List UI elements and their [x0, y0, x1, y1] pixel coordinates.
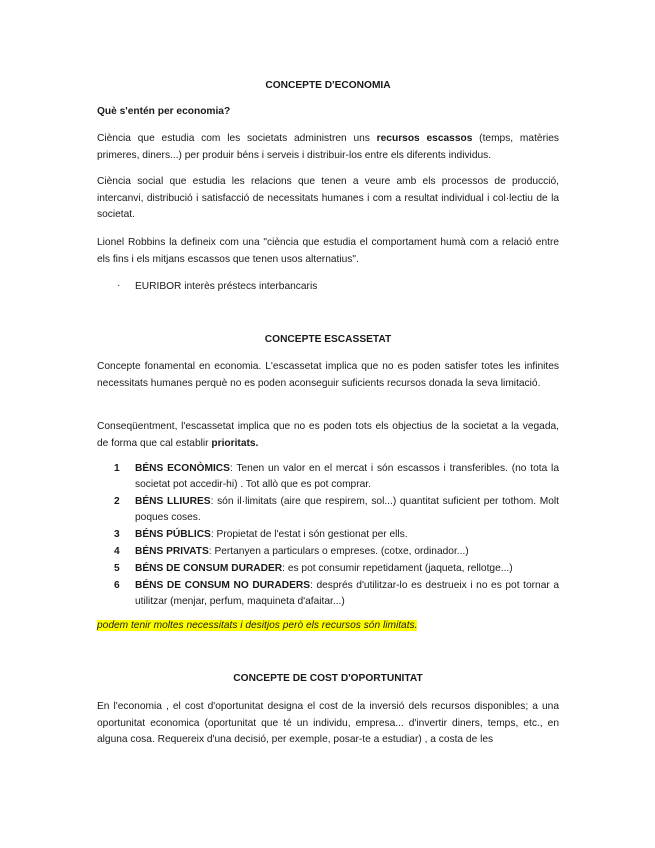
bold-term: recursos escassos [376, 133, 473, 144]
section-title-escassetat: CONCEPTE ESCASSETAT [264, 334, 392, 345]
list-number: 4 [114, 545, 120, 557]
paragraph-economia-3: Lionel Robbins la defineix com una "ciència que estudia el comportament humà com a relació entre els fins i els mitjans escassos que tenen usos alternatius". [97, 237, 559, 265]
paragraph-text: Ciència que estudia com les societats administren uns [97, 133, 377, 144]
paragraph-text: (temps, matèries primeres, diners...) per produir béns i serveis i distribuir-los entre els diferents individus. [97, 133, 559, 161]
question-economia: Què s'entén per economia? [97, 106, 231, 117]
bullet-mark: · [117, 280, 121, 291]
list-label: BÉNS LLIURES [135, 496, 211, 508]
list-number: 3 [114, 529, 120, 541]
bullet-text: EURIBOR interès préstecs interbancaris [135, 281, 318, 292]
list-text: : són il·limitats (aire que respirem, sol...) quantitat suficient per tothom. Molt poques coses. [135, 496, 559, 524]
list-text: : es pot consumir repetidament (jaqueta, rellotge...) [282, 562, 513, 574]
list-number: 1 [114, 463, 120, 474]
list-label: BÉNS PRIVATS [135, 545, 209, 557]
goods-list [97, 461, 559, 611]
section-title-oportunitat: CONCEPTE DE COST D'OPORTUNITAT [233, 673, 423, 684]
list-label: BÉNS PÚBLICS [135, 529, 211, 541]
list-text: : Propietat de l'estat i són gestionat per ells. [210, 529, 408, 541]
list-text: : després d'utilitzar-lo es destrueix i no es pot tornar a utilitzar (menjar, perfum, maquineta d'afaitar...) [135, 579, 559, 607]
list-item [97, 578, 559, 611]
list-number: 5 [114, 562, 120, 574]
section-title-economia: CONCEPTE D'ECONOMIA [265, 80, 391, 91]
paragraph-oportunitat-1: En l'economia , el cost d'oportunitat designa el cost de la inversió dels recursos disponibles; a una oportunitat economica (oportunitat que té un individu, empresa... d'invertir diners, temps, etc., en alguna cosa. Requereix d'una decisió, per exemple, posar-te a estudiar) , a costa de les [97, 701, 559, 745]
list-text: : Pertanyen a particulars o empreses. (cotxe, ordinador...) [208, 545, 469, 557]
list-item [97, 561, 559, 577]
paragraph-escassetat-1: Concepte fonamental en economia. L'escassetat implica que no es poden satisfer totes les infinites necessitats humanes perquè no es poden aconseguir suficients recursos donada la seva limitació. [97, 361, 559, 389]
list-item [97, 544, 559, 560]
list-text: : Tenen un valor en el mercat i són escassos i transferibles. (no tota la societat pot accedir-hi) . Tot allò que es pot comprar. [135, 463, 559, 491]
paragraph-text: Conseqüentment, l'escassetat implica que no es poden tots els objectius de la societat a la vegada, de forma que cal establir [97, 421, 559, 449]
list-item [97, 461, 559, 494]
highlighted-note: podem tenir moltes necessitats i desitjos però els recursos són limitats. [97, 620, 418, 631]
list-label: BÉNS ECONÒMICS [135, 463, 230, 474]
bold-term: prioritats. [211, 437, 259, 449]
highlight-line [97, 618, 559, 635]
list-item [97, 494, 559, 527]
paragraph-escassetat-2 [97, 419, 559, 452]
list-number: 2 [114, 496, 120, 508]
paragraph-economia-2: Ciència social que estudia les relacions que tenen a veure amb els processos de producció, intercanvi, distribució i satisfacció de necessitats humanes i com a resultat individual i col·lectiu de la societat. [97, 176, 559, 220]
list-label: BÉNS DE CONSUM NO DURADERS [135, 579, 311, 591]
paragraph-economia-1 [97, 131, 559, 164]
list-item [97, 527, 559, 543]
list-label: BÉNS DE CONSUM DURADER [135, 562, 283, 574]
list-number: 6 [114, 579, 120, 591]
